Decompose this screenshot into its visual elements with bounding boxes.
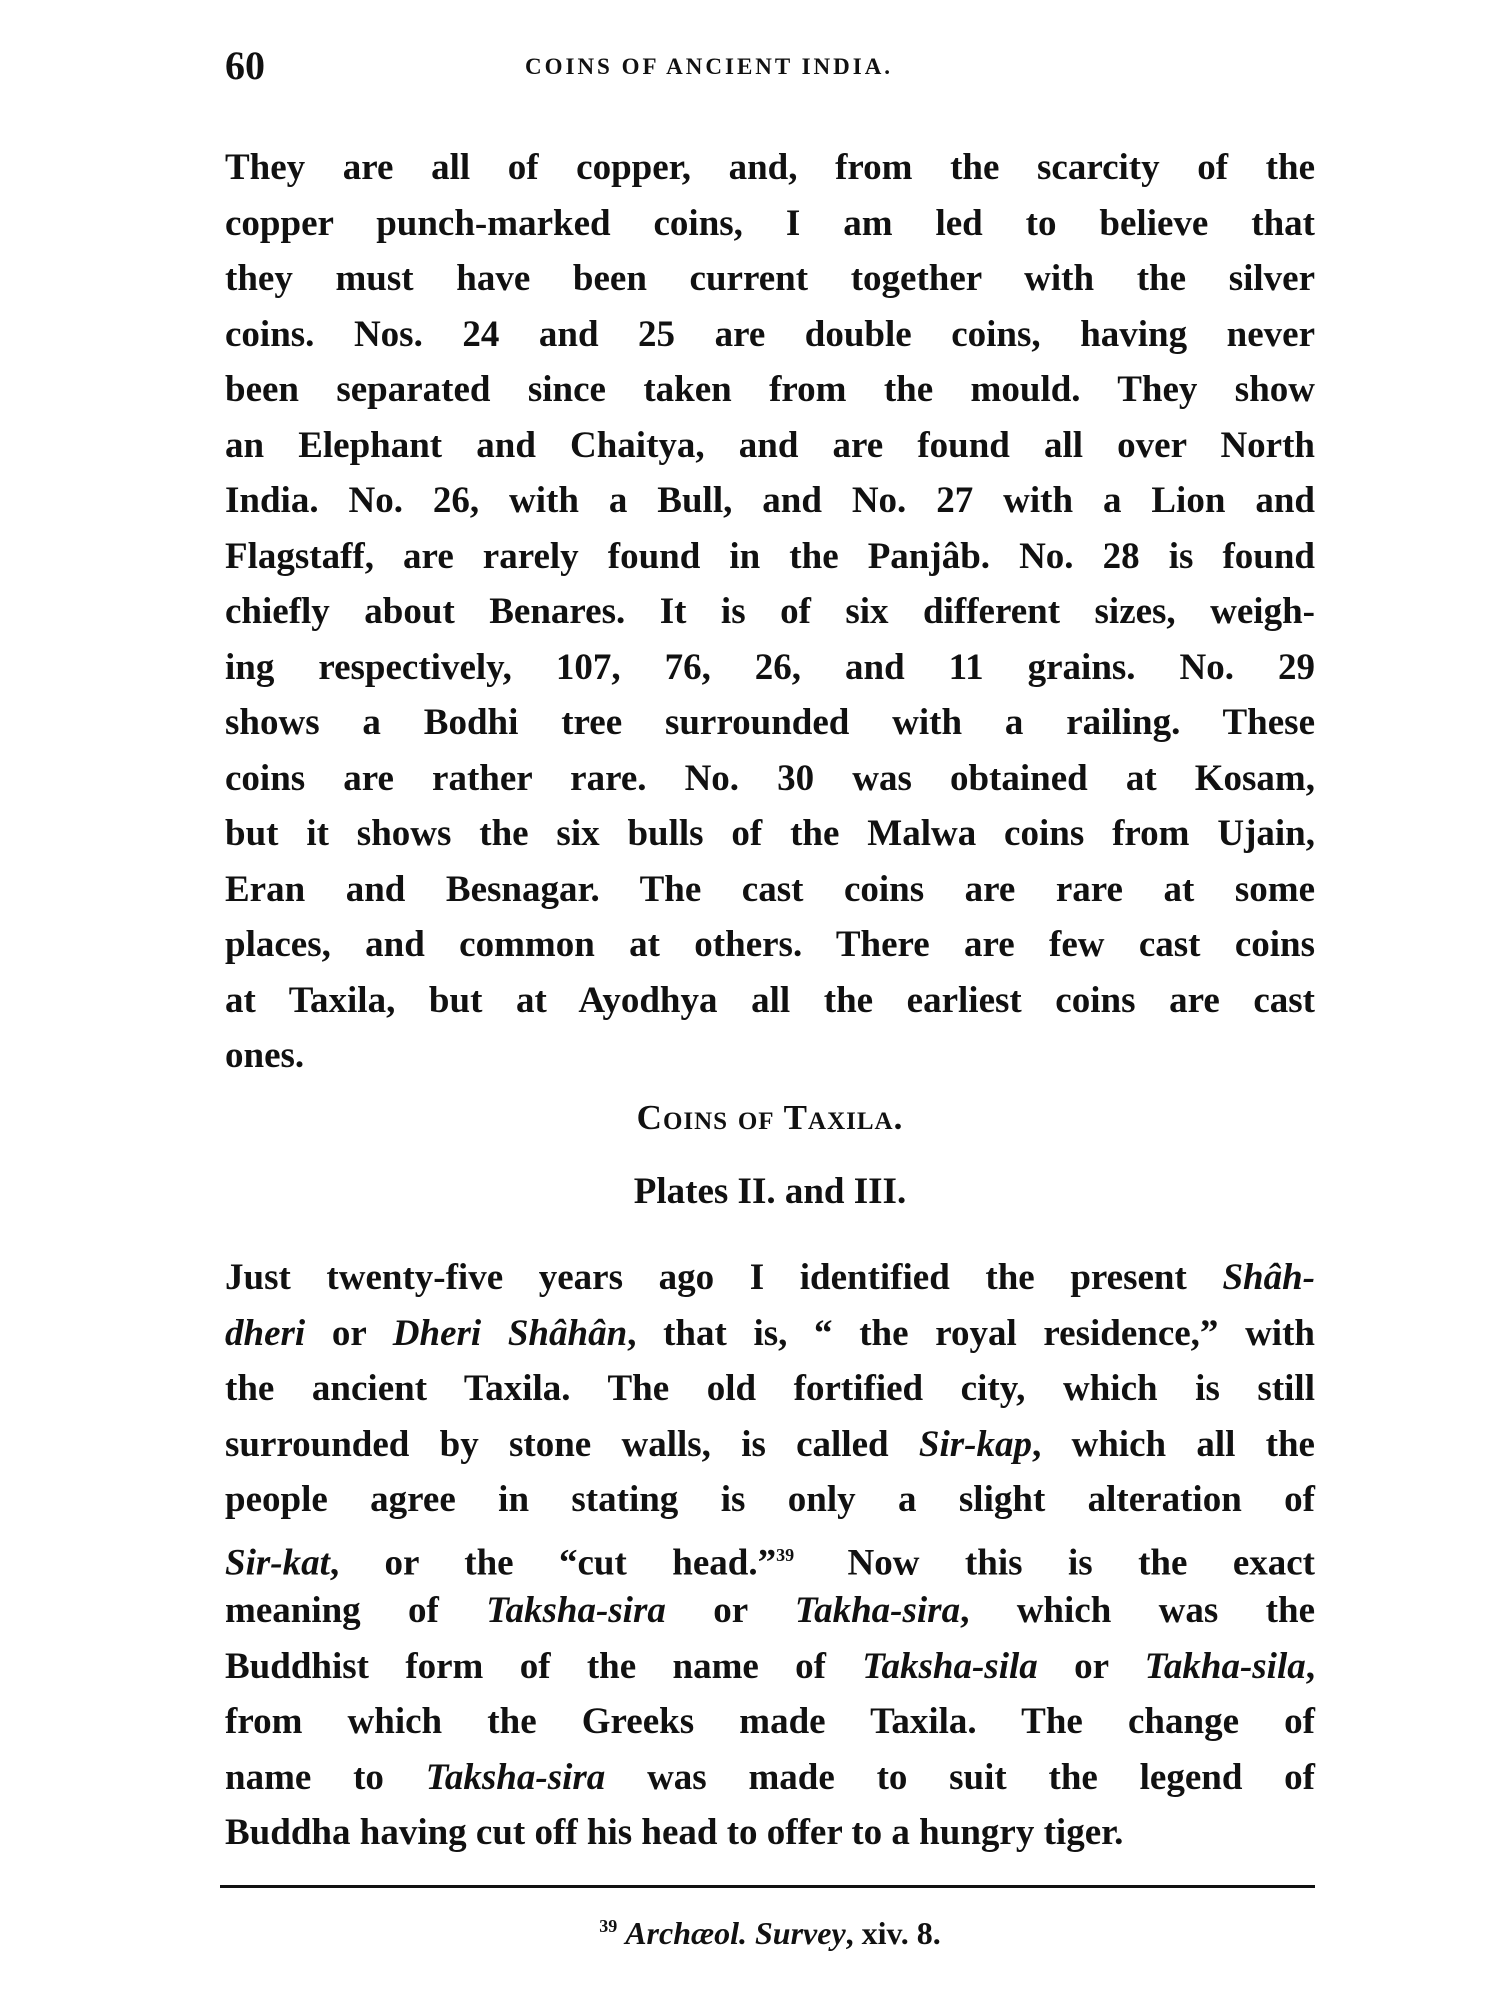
italic-term: Sir-kap — [918, 1423, 1032, 1465]
text-run: name to — [225, 1756, 426, 1798]
plates-subtitle: Plates II. and III. — [633, 1171, 907, 1212]
italic-term: Taksha-sira — [486, 1590, 666, 1631]
text-line: places, and common at others. There are few cast coins — [225, 924, 1315, 965]
text-line — [225, 1306, 1315, 1362]
paragraph-taxila — [225, 1250, 1315, 1861]
running-title: COINS OF ANCIENT INDIA. — [525, 54, 894, 79]
text-line: they must have been current together with the silver — [225, 258, 1315, 299]
text-line — [225, 1417, 1315, 1473]
text-line: Eran and Besnagar. The cast coins are rare at some — [225, 868, 1315, 910]
italic-term: dheri — [225, 1312, 306, 1354]
text-run: was made to suit the legend of — [605, 1756, 1315, 1798]
text-run: surrounded by stone walls, is called — [225, 1423, 919, 1465]
text-line: the ancient Taxila. The old fortified city, which is still — [225, 1368, 1315, 1409]
text-line: ones. — [225, 1035, 305, 1076]
text-line: Flagstaff, are rarely found in the Panjâb. No. 28 is found — [225, 535, 1315, 577]
text-run: , that is, “ the royal residence,” with — [627, 1312, 1315, 1354]
text-line — [225, 1250, 1315, 1306]
section-title: Coins of Taxila. — [636, 1098, 904, 1137]
text-line: India. No. 26, with a Bull, and No. 27 with a Lion and — [225, 480, 1315, 521]
text-run: , — [1305, 1645, 1315, 1687]
running-head — [225, 42, 1315, 92]
italic-term: Sir-kat — [225, 1541, 330, 1583]
text-run: or — [305, 1312, 393, 1354]
text-run: , or the “cut head.” — [329, 1541, 777, 1583]
footnote-divider — [220, 1885, 1315, 1888]
text-line: coins. Nos. 24 and 25 are double coins, having never — [225, 313, 1315, 355]
italic-term: Taksha-sira — [425, 1756, 606, 1798]
text-line: coins are rather rare. No. 30 was obtained at Kosam, — [225, 757, 1315, 799]
text-line: Buddha having cut off his head to offer to a hungry tiger. — [225, 1812, 1124, 1853]
footnote-marker: 39 — [599, 1916, 618, 1937]
page-number: 60 — [225, 43, 265, 88]
text-line: They are all of copper, and, from the scarcity of the — [225, 147, 1315, 188]
text-line — [225, 1750, 1315, 1806]
footnote-source: Archæol. Survey — [625, 1915, 846, 1951]
text-run: or — [1037, 1645, 1145, 1687]
italic-term: Takha-sira — [794, 1590, 961, 1631]
text-line — [225, 1528, 1315, 1584]
paragraph-copper-coins — [225, 140, 1315, 1084]
italic-term: Takha-sila — [1144, 1645, 1306, 1687]
text-line: from which the Greeks made Taxila. The change of — [225, 1701, 1315, 1742]
text-run: Just twenty-five years ago I identified the present — [225, 1257, 1223, 1298]
text-line: been separated since taken from the mould. They show — [225, 369, 1315, 410]
text-line: at Taxila, but at Ayodhya all the earliest coins are cast — [225, 979, 1315, 1021]
text-run: Now this is the exact — [802, 1541, 1315, 1583]
text-line — [225, 1639, 1315, 1695]
text-line: an Elephant and Chaitya, and are found all over North — [225, 424, 1315, 466]
footnote-reference[interactable]: 39 — [776, 1544, 795, 1565]
text-line: copper punch-marked coins, I am led to believe that — [225, 202, 1315, 244]
footnote — [225, 1915, 1315, 1952]
text-line: shows a Bodhi tree surrounded with a railing. These — [225, 702, 1315, 743]
italic-term: Dheri Shâhân — [392, 1312, 628, 1354]
text-run: meaning of — [225, 1590, 487, 1631]
text-run: Buddhist form of the name of — [225, 1645, 863, 1687]
italic-term: Shâh- — [1222, 1257, 1315, 1298]
text-line: ing respectively, 107, 76, 26, and 11 grains. No. 29 — [225, 646, 1315, 688]
text-line: but it shows the six bulls of the Malwa coins from Ujain, — [225, 813, 1315, 854]
text-line: chiefly about Benares. It is of six different sizes, weigh- — [225, 591, 1315, 632]
text-line: people agree in stating is only a slight alteration of — [225, 1479, 1315, 1520]
text-run: , which all the — [1031, 1423, 1315, 1465]
footnote-citation: , xiv. 8. — [845, 1915, 941, 1951]
italic-term: Taksha-sila — [862, 1645, 1038, 1687]
text-run: or — [665, 1590, 795, 1631]
text-run: , which was the — [960, 1590, 1315, 1631]
text-line — [225, 1583, 1315, 1639]
